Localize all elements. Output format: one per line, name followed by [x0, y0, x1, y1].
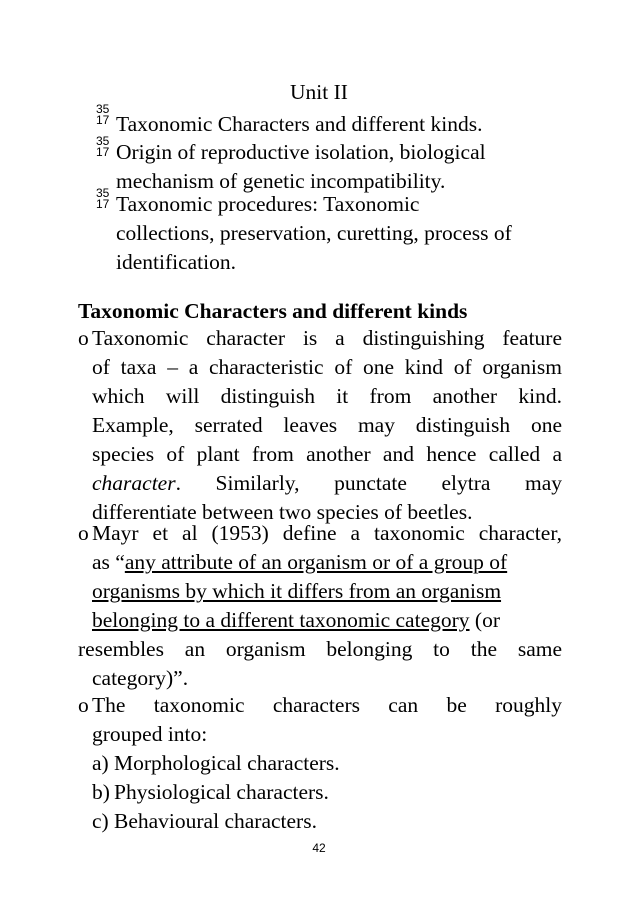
text-line: [92, 608, 562, 633]
text-line: resembles an organism belonging to the same: [78, 637, 562, 661]
bullet-text: [92, 693, 562, 747]
marker-bottom: 17: [96, 113, 110, 127]
unit-item-line: identification.: [116, 250, 237, 274]
sub-item-label: a): [92, 751, 109, 775]
bullet-marker: o: [78, 693, 89, 717]
text-line: [92, 550, 562, 575]
list-marker: [96, 136, 116, 158]
text-line: [92, 579, 562, 604]
unit-title: Unit II: [290, 80, 348, 104]
section-heading: Taxonomic Characters and different kinds: [78, 299, 468, 323]
unit-item-text: [116, 192, 566, 275]
underlined-quote: belonging to a different taxonomic category: [92, 608, 470, 632]
sub-item-text: Physiological characters.: [114, 780, 329, 804]
text-line: Example, serrated leaves may distinguish one: [92, 413, 562, 437]
text-line: [92, 471, 562, 496]
sub-item-label: c): [92, 809, 109, 833]
unit-item-line: Taxonomic procedures: Taxonomic: [116, 192, 420, 216]
unit-item-line: collections, preservation, curetting, process of: [116, 221, 512, 245]
text-line: Taxonomic character is a distinguishing feature: [92, 326, 562, 350]
text-line: which will distinguish it from another kind.: [92, 384, 562, 408]
bullet-marker: o: [78, 521, 89, 545]
text-segment: as “: [92, 550, 125, 574]
marker-bottom: 17: [96, 145, 110, 159]
marker-top: 35: [96, 134, 110, 148]
text-line: grouped into:: [92, 722, 208, 746]
bullet-text: [92, 326, 562, 525]
unit-item-line: mechanism of genetic incompatibility.: [116, 169, 446, 193]
text-line: Mayr et al (1953) define a taxonomic character,: [92, 521, 562, 545]
bullet-marker: o: [78, 326, 89, 350]
unit-item-line: Origin of reproductive isolation, biological: [116, 140, 486, 164]
list-marker: [96, 104, 116, 126]
text-segment: . Similarly, punctate elytra may: [175, 471, 562, 495]
list-marker: [96, 188, 116, 210]
text-line: species of plant from another and hence called a: [92, 442, 562, 466]
sub-item-text: Morphological characters.: [114, 751, 340, 775]
unit-item-text: [116, 112, 566, 137]
marker-top: 35: [96, 102, 110, 116]
unit-item-text: [116, 140, 566, 194]
marker-bottom: 17: [96, 197, 110, 211]
text-line: of taxa – a characteristic of one kind of organism: [92, 355, 562, 379]
text-line: differentiate between two species of beetles.: [92, 500, 473, 524]
sub-item-text: Behavioural characters.: [114, 809, 317, 833]
page-number: 42: [312, 841, 326, 855]
sub-item-label: b): [92, 780, 110, 804]
marker-top: 35: [96, 186, 110, 200]
text-segment: (or: [469, 608, 500, 632]
underlined-quote: organisms by which it differs from an organism: [92, 579, 502, 603]
unit-item-line: Taxonomic Characters and different kinds.: [116, 112, 483, 136]
italic-term: character: [92, 471, 176, 495]
underlined-quote: any attribute of an organism or of a group of: [124, 550, 508, 574]
text-line: The taxonomic characters can be roughly: [92, 693, 562, 717]
text-line: category)”.: [92, 666, 189, 690]
bullet-text: [92, 521, 562, 633]
